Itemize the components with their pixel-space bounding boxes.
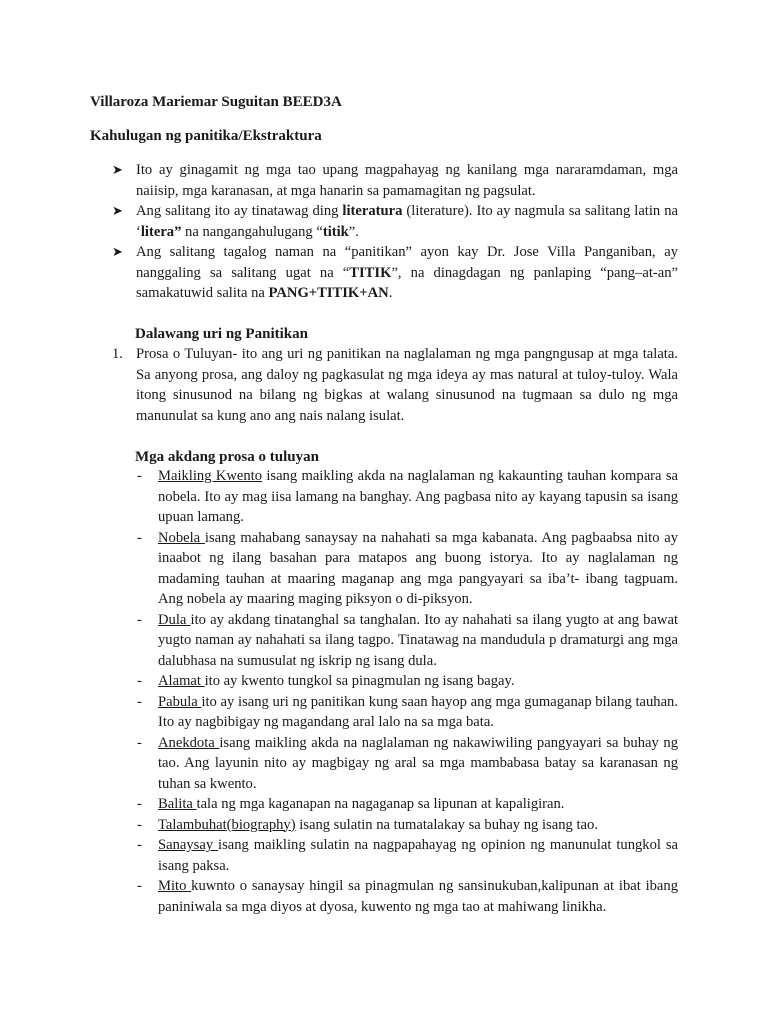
term: Pabula [158, 693, 202, 710]
list-item [135, 815, 678, 836]
intro-text: Ito ay ginagamit ng mga tao upang magpahayag ng kanilang mga nararamdaman, mga naiisip, mga karanasan, at mga hanarin sa pamamagitan ng pagsulat. [136, 162, 678, 199]
intro-text: Ang salitang ito ay tinatawag ding [136, 203, 343, 219]
bold-term: TITIK [349, 264, 392, 281]
dash-bullet: - [137, 837, 142, 853]
item-text: Prosa o Tuluyan- ito ang uri ng panitikan na naglalaman ng mga pangngusap at mga talata. Sa anyong prosa, ang daloy ng pagkasulat ng mga ideya ay mas natural at tuloy-tuloy. Wala itong sinusunod na bilang ng bigkas at walang sinusunod na tugmaan sa dulo ng mga manunulat sa kung ano ang nais nalang isulat. [136, 346, 678, 424]
bold-term: literatura [342, 203, 403, 219]
term: Balita [158, 796, 197, 812]
definition: isang maikling akda na naglalaman ng nakawiwiling pangyayari sa buhay ng tao. Ang layunin nito ay magbigay ng aral sa mga mambabasa batay sa karanasan ng tuhan sa kwento. [158, 734, 678, 792]
definition: isang sulatin na tumatalakay sa buhay ng isang tao. [295, 816, 598, 833]
arrow-bullet-icon: ➤ [112, 162, 123, 177]
term: Nobela [158, 529, 205, 546]
dash-bullet: - [137, 796, 142, 812]
list-item [135, 835, 678, 876]
arrow-bullet-icon: ➤ [112, 203, 123, 218]
list-item [135, 876, 678, 917]
definition: isang mahabang sanaysay na nahahati sa mga kabanata. Ang pagbaabsa nito ay inaabot ng ilang basahan para matapos ang buong istorya. Ito ay naglalaman ng madaming tauhan at maaring maganap ang mga pangyayari sa iba’t- ibang tagpuam. Ang nobela ay maaring maging piksyon o di-piksyon. [158, 529, 678, 607]
author-line: Villaroza Mariemar Suguitan BEED3A [90, 94, 342, 110]
dash-bullet: - [137, 529, 142, 546]
document-title: Kahulugan ng panitika/Ekstraktura [90, 128, 322, 144]
section-title: Mga akdang prosa o tuluyan [135, 449, 319, 465]
list-item [135, 610, 678, 672]
list-item [112, 242, 678, 304]
dash-bullet: - [137, 611, 142, 628]
bold-term: litera” [140, 223, 182, 240]
definition: isang maikling akda na naglalaman ng kakaunting tauhan kompara sa nobela. Ito ay mag iisa lamang na banghay. Ang pagbasa nito ay kayang tapusin sa isang upuan lamang. [158, 468, 678, 525]
term: Anekdota [158, 734, 220, 751]
arrow-bullet-icon: ➤ [112, 244, 123, 259]
list-item [135, 466, 678, 528]
intro-text: na nangangahulugang “ [181, 223, 323, 240]
term: Mito [158, 878, 192, 894]
term: Talambuhat(biography) [158, 816, 296, 833]
list-item [112, 201, 678, 242]
list-item [112, 344, 678, 426]
intro-text: . [388, 285, 393, 301]
bold-term: titik [322, 223, 349, 240]
definition: ito ay kwento tungkol sa pinagmulan ng isang bagay. [204, 673, 515, 689]
intro-text: Ang salitang tagalog naman na “panitikan” ayon kay Dr. Jose Villa Panganiban, ay nanggaling sa salitang ugat na “ [136, 244, 678, 281]
intro-list [112, 160, 678, 304]
dash-bullet: - [137, 693, 142, 710]
dash-bullet: - [137, 816, 142, 833]
term: Sanaysay [158, 837, 219, 853]
list-item [135, 671, 678, 692]
definition: ito ay akdang tinatanghal sa tanghalan. Ito ay nahahati sa ilang yugto at ang bawat yugto naman ay nahahati sa ilang tagpo. Tinatawag na mandudula p dramaturgi ang mga dalubhasa na sumusulat ng iskrip ng isang dula. [158, 611, 678, 669]
list-item [112, 160, 678, 201]
prose-works-list [135, 466, 678, 917]
item-number: 1. [112, 346, 123, 362]
intro-text: ”, na dinagdagan ng panlaping “pang–at-an” samakatuwid salita na [136, 264, 679, 301]
intro-text: ”. [348, 223, 359, 240]
term: Alamat [158, 673, 205, 689]
dash-bullet: - [137, 468, 142, 484]
intro-text: (literature). Ito ay nagmula sa salitang latin na ‘ [136, 203, 678, 240]
definition: isang maikling sulatin na nagpapahayag ng opinion ng manunulat tungkol sa isang paksa. [158, 837, 678, 874]
bold-term: PANG+TITIK+AN [268, 285, 389, 301]
list-item [135, 794, 678, 815]
dash-bullet: - [137, 878, 142, 894]
definition: kuwnto o sanaysay hingil sa pinagmulan ng sansinukuban,kalipunan at ibat ibang paniniwala sa mga diyos at dyosa, kuwento ng mga tao at mahiwang linikha. [158, 878, 678, 915]
dash-bullet: - [137, 734, 142, 751]
definition: ito ay isang uri ng panitikan kung saan hayop ang mga gumaganap bilang tauhan. Ito ay nagbibigay ng magandang aral lalo na sa mga bata. [158, 693, 678, 730]
list-item [135, 528, 678, 610]
definition: tala ng mga kaganapan na nagaganap sa lipunan at kapaligiran. [196, 796, 565, 812]
list-item [135, 692, 678, 733]
list-item [135, 733, 678, 795]
term: Dula [158, 611, 191, 628]
term: Maikling Kwento [158, 468, 263, 484]
dash-bullet: - [137, 673, 142, 689]
section-title: Dalawang uri ng Panitikan [135, 326, 308, 342]
types-list [112, 344, 678, 426]
